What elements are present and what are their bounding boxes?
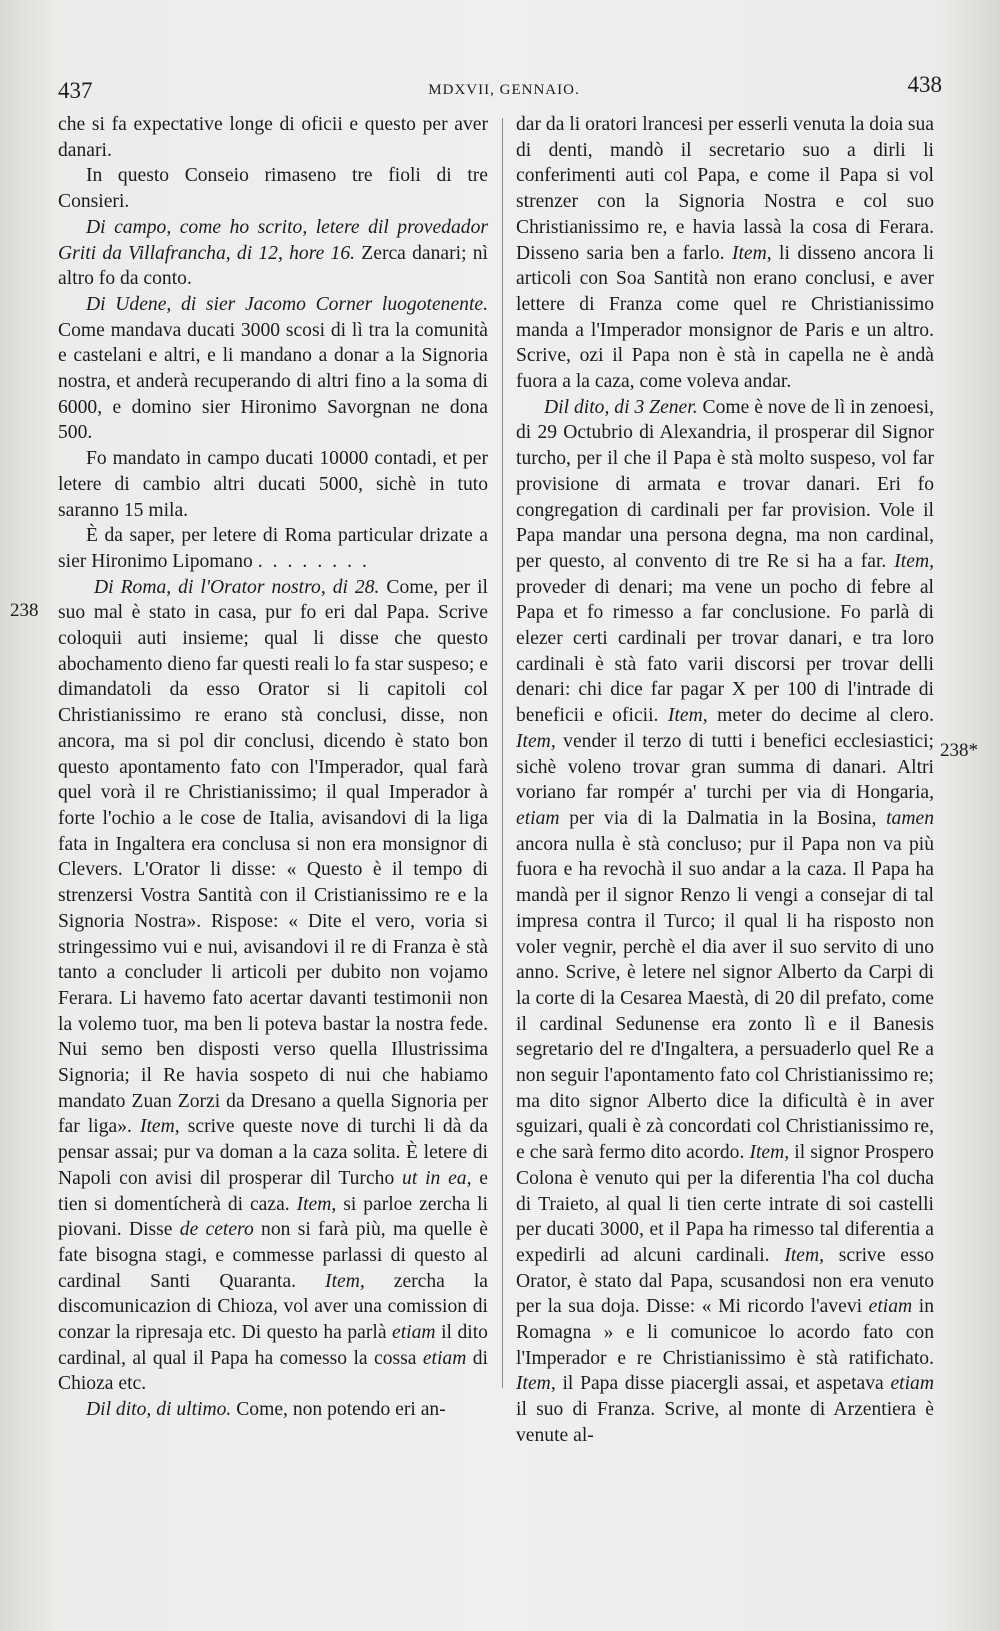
text: meter do decime al clero. (717, 705, 934, 727)
italic-word: etiam (422, 1347, 467, 1369)
text: Come, non potendo eri an- (236, 1399, 446, 1421)
left-column (58, 112, 488, 1423)
text: vender il terzo di tutti i benefici ecclesiastici; sichè voleno trovar gran summa di danari. Altri voriano far rompér a' turchi per via di Hongaria, (516, 730, 934, 804)
ellipsis-dots: ........ (257, 550, 377, 572)
italic-word: Item, (516, 730, 556, 752)
text: ancora nulla è stà concluso; pur il Papa non va più fuora e ha revochà il suo andar a la caza. Il Papa ha mandà per il signor Renzo li vengi a consejar di tal impresa contra il Turco; il qual li ha risposto non voler vegnir, perchè el dia aver il suo servito di uno anno. Scrive, è letere nel signor Alberto da Carpi di la corte di la Cesarea Maestà, di 20 dil prefato, come il cardinal Sedunense era zonto lì e il Banesis segretario del re d'Ingaltera, a persuaderlo quel Re a non seguir l'apontamento fato col Christianissimo re; ma dito signor Alberto dice la dificultà è in aver sguizari, quali è zà concordati col Christianissimo re, e che sarà fermo dito acordo. (516, 833, 934, 1164)
paragraph (58, 112, 488, 163)
italic-heading: Dil dito, di 3 Zener. (544, 396, 698, 418)
text: li disseno ancora li articoli con Soa Santità non erano conclusi, e aver lettere di Franza come quel re Christianissimo manda a l'Imperador monsignor de Paris e un altro. Scrive, ozi il Papa non è stà in capella ne è andà fuora a la caza, come voleva andar. (516, 242, 934, 393)
italic-word: ut in ea, (402, 1167, 472, 1189)
paragraph (58, 163, 488, 214)
text: zercha la discomunicazion di Chioza, vol aver una comission di conzar la ripresaja etc. Di questo ha parlà (58, 1270, 489, 1344)
italic-word: Item, (325, 1270, 365, 1292)
text: il signor Prospero Colona è venuto qui per la diferentia l'ha col ducha di Traieto, al qual li tien certe intrate di soi castelli per ducati 3000, et il Papa ha rimesso tal diferentia a expedirli ad alcuni cardinali. (516, 1142, 934, 1266)
text: Come è nove de lì in zenoesi, di 29 Octubrio di Alexandria, il prosperar dil Signor turcho, per il che il Papa è stà molto suspeso, vol far provisione di armata e trovar danari. Eri fo congregation di cardinali per far provision. Vole il Papa mandar una persona degna, ma non cardinal, per questo, al convento di tre Re si ha a far. (516, 396, 934, 572)
paragraph (58, 215, 488, 292)
italic-word: Item, (139, 1116, 180, 1138)
italic-word: Item, (731, 242, 772, 264)
italic-word: Item, (516, 1373, 556, 1395)
text: che si fa expectative longe di oficii e questo per aver danari. (58, 114, 488, 161)
italic-word: tamen (886, 807, 934, 829)
right-column (516, 112, 934, 1449)
text: proveder di denari; ma vene un pocho di febre al Papa et fo rimesso a far conclusione. Fo parlà di elezer certi cardinali per trovar danari, e tra loro cardinali è stà fato varii discorsi per trovar delli denari: chi dice far pagar X per 100 di l'intrade di beneficii e oficii. (516, 576, 934, 727)
text: per via di la Dalmatia in la Bosina, (569, 807, 877, 829)
italic-heading: Dil dito, di ultimo. (86, 1399, 232, 1421)
text: scrive queste nove di turchi li dà da pensar assai; pur va doman a la caza solita. È letere di Napoli con avisi dil prosperar dil Turcho (58, 1116, 488, 1189)
paragraph (58, 292, 488, 446)
text: Zerca danari; nì altro fo da conto. (58, 242, 488, 290)
paragraph (58, 1397, 488, 1423)
page-number-right: 438 (907, 72, 942, 97)
italic-word: Item, (749, 1142, 790, 1164)
text: in Romagna » e li comunicoe lo acordo fato con l'Imperador e re Christianissimo è stà ratifichato. (516, 1296, 935, 1369)
running-title: MDXVII, GENNAIO. (428, 82, 580, 98)
italic-word: etiam (868, 1296, 913, 1318)
italic-heading: Di campo, come ho scrito, letere dil provedador Griti da Villafrancha, di 12, hore 16. (58, 216, 488, 264)
text: In questo Conseio rimaseno tre fioli di tre Consieri. (58, 165, 488, 213)
italic-word: Item, (296, 1193, 337, 1215)
paragraph (516, 112, 934, 395)
paragraph (58, 575, 488, 1398)
italic-word: de cetero (179, 1219, 254, 1241)
text: di Chioza etc. (58, 1347, 488, 1395)
text: si parloe zercha li piovani. Disse (58, 1193, 488, 1241)
italic-heading: Di Roma, di l'Orator nostro, di 28. (94, 576, 380, 598)
italic-heading: Di Udene, di sier Jacomo Corner luogotenente. (86, 293, 488, 315)
text: dar da li oratori lrancesi per esserli venuta la doia sua di denti, mandò il secretario suo a dirli li conferimenti auti col Papa, e come il Papa si vol strenzer con la Signoria Nostra e col suo Christianissimo re, e havia lassà la cosa di Ferara. Disseno saria ben a farlo. (516, 114, 934, 264)
margin-note-left: 238 (10, 600, 39, 621)
column-divider (502, 118, 503, 1388)
italic-word: Item, (784, 1244, 825, 1266)
text: Come mandava ducati 3000 scosi di lì tra la comunità e castelani e altri, e li mandano a donar a la Signoria nostra, et anderà recuperando di altri fino a la soma di 6000, e domino sier Hironimo Savorgnan ne dona 500. (58, 319, 488, 444)
text: È da saper, per letere di Roma particular drizate a sier Hironimo Lipomano (58, 525, 488, 572)
italic-word: etiam (516, 807, 560, 829)
text: Come, per il suo mal è stato in casa, pur fo eri dal Papa. Scrive coloquii auti insieme; qual li disse che questo abochamento dieno far questi reali lo fa star suspeso; e dimandatoli da esso Orator si li capitoli col Christianissimo re erano stà conclusi, disse, non ancora, ma si pol dir conclusi, dicendo è stato bon questo apontamento fato con l'Imperador, qual farà quel vorà il re Christianissimo; il qual Imperador à forte l'ochio a le cose de Italia, avisandovi di la liga fata in Ingaltera era conclusa si non era monsignor di Clevers. L'Orator li disse: « Questo è il tempo di strenzersi Vostra Santità con il Cristianissimo re e la Signoria Nostra». Rispose: « Dite el vero, voria si stringessimo vui e nui, avisandovi il re di Franza è stà tanto a concluder li articoli per dubito non vojamo Ferara. Li havemo fato acertar davanti testimonii non la volemo tuor, ma ben li poteva bastar la nostra fede. Nui semo ben disposti verso quella Illustrissima Signoria; il Re havia sospeto di nui che habiamo mandato Zuan Zorzi da Dresano a quella Signoria per far liga». (58, 576, 488, 1138)
text: non si farà più, ma quelle è fate bisogna stagi, e commesse parlassi di questo al cardinal Santi Quaranta. (58, 1219, 489, 1292)
page-number-left: 437 (58, 78, 93, 103)
paragraph (58, 446, 488, 523)
page-header (58, 72, 950, 106)
margin-note-right: 238* (940, 740, 978, 761)
paragraph (58, 523, 488, 574)
italic-word: Item, (667, 705, 708, 727)
text: il Papa disse piacergli assai, et aspetava (562, 1373, 884, 1395)
italic-word: etiam (890, 1373, 934, 1395)
text: Fo mandato in campo ducati 10000 contadi, et per letere di cambio altri ducati 5000, sichè in tuto saranno 15 mila. (58, 448, 488, 521)
text: il suo di Franza. Scrive, al monte di Arzentiera è venute al- (516, 1399, 934, 1446)
text: il dito cardinal, al qual il Papa ha comesso la cossa (58, 1322, 488, 1369)
italic-word: etiam (392, 1322, 436, 1344)
text: scrive esso Orator, è stato dal Papa, scusandosi non era venuto per la sua doja. Disse: « Mi ricordo l'avevi (516, 1244, 934, 1318)
paragraph (516, 395, 934, 1449)
italic-word: Item, (894, 550, 934, 572)
text: e tien si domentícherà di caza. (58, 1167, 488, 1215)
